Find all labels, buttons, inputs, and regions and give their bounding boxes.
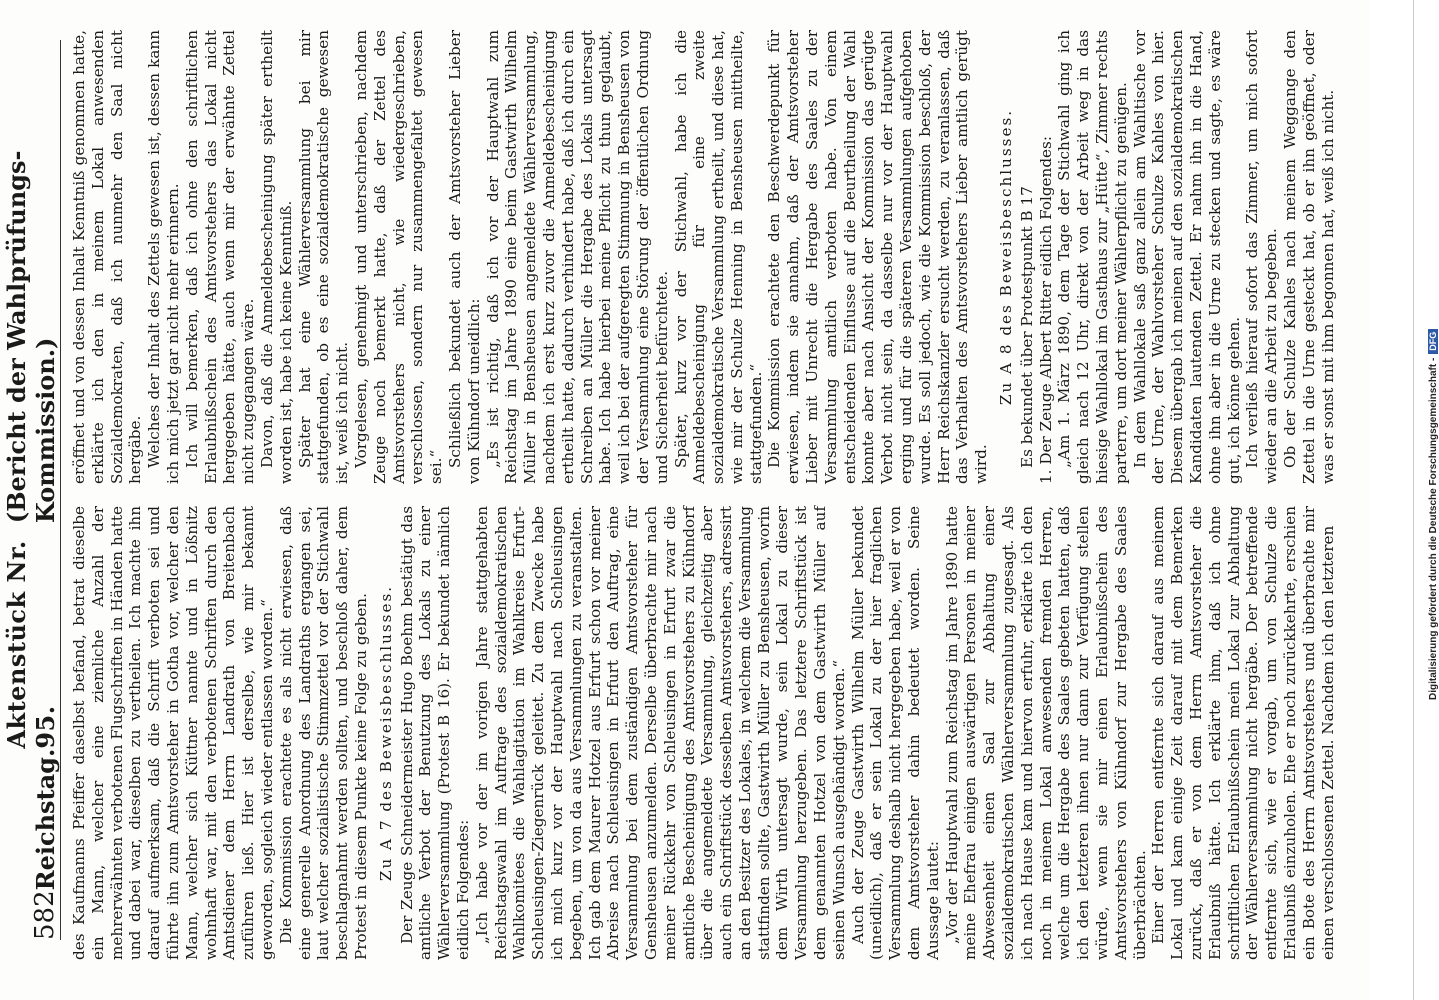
- witness-list: [1037, 30, 1056, 484]
- paragraph: Welches der Inhalt des Zettels gewesen ist, dessen kann ich mich jetzt gar nicht mehr erinnern.: [145, 30, 182, 484]
- paragraph: Es bekundet über Protestpunkt B 17: [1017, 186, 1036, 468]
- paragraph: Später hat eine Wählerversammlung bei mir stattgefunden, ob es eine sozialdemokratische gewesen ist, weiß ich nicht.: [295, 30, 352, 484]
- paragraph: „Es ist richtig, daß ich vor der Hauptwahl zum Reichstag im Jahre 1890 eine beim Gastwirth Wilhelm Müller in Bensheusen angemeldete Wählerversammlung, nachdem ich erst kurz zuvor die Anmeldebescheinigung ertheilt hatte, dadurch verhindert habe, daß ich durch ein Schreiben an Müller die Hergabe des Lokals untersagt habe. Ich habe hierbei meine Pflicht zu thun geglaubt, weil ich bei der aufgeregten Stimmung in Bensheusen von der Versammlung eine Störung der öffentlichen Ordnung und Sicherheit befürchtete.: [483, 30, 671, 484]
- paragraph: Ich will bemerken, daß ich ohne den schriftlichen Erlaubnißschein des Amtsvorstehers das Lokal nicht hergegeben hätte, auch wenn mir der erwähnte Zettel nicht zugegangen wäre.: [182, 30, 258, 484]
- paragraph: eröffnet und von dessen Inhalt Kenntniß genommen hatte, erklärte ich den in meinem Lokal anwesenden Sozialdemokraten, daß ich nunmehr den Saal nicht hergäbe.: [70, 30, 145, 484]
- page-header: [2, 40, 61, 940]
- header-left: Reichstag.: [31, 748, 60, 891]
- header-right: (Bericht der Wahlprüfungs-Kommission.): [2, 150, 60, 524]
- column-left: [70, 506, 1350, 960]
- column-right: [70, 30, 1350, 484]
- paragraph: „Am 1. März 1890, dem Tage der Stichwahl ging ich gleich nach 12 Uhr, direkt von der Arbeit weg in das hiesige Wahllokal im Gasthaus zur „Hütte“, Zimmer rechts parterre, um dort meiner Wählerpflicht zu genügen.: [1055, 30, 1130, 484]
- paragraph: Ob der Schulze Kahles nach meinem Weggange den Zettel in die Urne gesteckt hat, ob er ihn geöffnet, oder was er sonst mit ihm begonnen hat, weiß ich nicht.: [1281, 30, 1337, 484]
- paragraph: Die Kommission erachtete es als nicht erwiesen, daß eine generelle Anordnung des Landraths ergangen sei, laut welcher sozialistische Stimmzettel vor der Stichwahl beschlagnahmt werden sollten, und beschloß daher, dem Protest in diesem Punkte keine Folge zu geben.: [276, 506, 370, 960]
- paragraph: Einer der Herren entfernte sich darauf aus meinem Lokal und kam einige Zeit darauf mit dem Bemerken zurück, daß er von dem Herrn Amtsvorsteher die Erlaubniß hätte. Ich erklärte ihm, daß ich ohne schriftlichen Erlaubnißschein mein Lokal zur Abhaltung der Wählerversammlung nicht hergäbe. Der betreffende entfernte sich, wie er vorgab, um von Schulze die Erlaubniß einzuholen. Ehe er noch zurückkehrte, erschien ein Bote des Herrn Amtsvorstehers und überbrachte mir einen verschlossenen Zettel. Nachdem ich den letzteren: [1149, 506, 1337, 960]
- digitization-sidebar: [1413, 0, 1439, 1000]
- page-number: 582: [30, 890, 60, 940]
- paragraph: Schließlich bekundet auch der Amtsvorsteher Lieber von Kühndorf uneidlich:: [445, 30, 483, 484]
- paragraph: Die Kommission erachtete den Beschwerdepunkt für erwiesen, indem sie annahm, daß der Amtsvorsteher Lieber mit Unrecht die Hergabe des Saales zu der Versammlung amtlich verboten habe. Von einem entscheidenden Einflusse auf die Beurtheilung der Wahl konnte aber nach Ansicht der Kommission das gerügte Verbot nicht sein, da dasselbe nur vor der Hauptwahl erging und für die späteren Versammlungen aufgehoben wurde. Es soll jedoch, wie die Kommission beschloß, der Herr Reichskanzler ersucht werden, zu veranlassen, daß das Verhalten des Amtsvorstehers Lieber amtlich gerügt wird.: [765, 30, 991, 484]
- paragraph: Ich verließ hierauf sofort das Zimmer, um mich sofort wieder an die Arbeit zu begeben.: [1243, 30, 1281, 484]
- paragraph: des Kaufmanns Pfeiffer daselbst befand, betrat dieselbe ein Mann, welcher eine ziemliche Anzahl der mehrerwähnten verbotenen Flugschriften in Händen hatte und dabei war, dieselben zu vertheilen. Ich machte ihn darauf aufmerksam, daß die Schrift verboten sei und führte ihn zum Amtsvorsteher in Gotha vor, welcher den Mann, welcher sich Küttner nannte und in Lößnitz wohnhaft war, mit den verbotenen Schriften durch den Amtsdiener dem Herrn Landrath von Breitenbach zuführen ließ. Hier ist derselbe, wie mir bekannt geworden, sogleich wieder entlassen worden.“: [70, 506, 276, 960]
- section-heading: Zu A 7 des Beweisbeschlusses.: [376, 584, 395, 882]
- section-heading: Zu A 8 des Beweisbeschlusses.: [997, 108, 1016, 406]
- list-item: 1. Der Zeuge Albert Ritter eidlich Folgendes:: [1036, 136, 1055, 484]
- header-center: Aktenstück Nr. 95.: [2, 540, 60, 749]
- paragraph: Vorgelesen, genehmigt und unterschrieben, nachdem Zeuge noch bemerkt hatte, daß der Zettel des Amtsvorstehers nicht, wie wiedergeschrieben, verschlossen, sondern nur zusammengefaltet gewesen sei.“: [351, 30, 446, 484]
- paragraph: Auch der Zeuge Gastwirth Wilhelm Müller bekundet (uneidlich), daß er sein Lokal zu der hier fraglichen Versammlung deshalb nicht hergegeben habe, weil er von dem Amtsvorsteher dahin bedeutet worden. Seine Aussage lautet:: [848, 506, 942, 960]
- text-columns: [70, 30, 1350, 960]
- paragraph: Der Zeuge Schneidermeister Hugo Boehm bestätigt das amtliche Verbot der Benutzung des Lokals zu einer Wählerversammlung (Protest B 16). Er bekundet nämlich eidlich Folgendes:: [397, 506, 472, 960]
- dfg-logo: DFG: [1428, 329, 1438, 354]
- paragraph: „Ich habe vor der im vorigen Jahre stattgehabten Reichstagswahl im Auftrage des sozialdemokratischen Wahlkomitees die Wahlagitation im Wahlkreise Erfurt-Schleusingen-Ziegenrück geleitet. Zu dem Zwecke habe ich mich kurz vor der Hauptwahl nach Schleusingen begeben, um von da aus Versammlungen zu veranstalten. Ich gab dem Maurer Hotzel aus Erfurt schon vor meiner Abreise nach Schleusingen in Erfurt den Auftrag, eine Versammlung bei dem zuständigen Amtsvorsteher für Gensheusen anzumelden. Derselbe überbrachte mir nach meiner Rückkehr von Schleusingen in Erfurt zwar die amtliche Bescheinigung des Amtsvorstehers zu Kühndorf über die angemeldete Versammlung, gleichzeitig aber auch ein Schriftstück desselben Amtsvorstehers, adressirt an den Besitzer des Lokales, in welchem die Versammlung stattfinden sollte, Gastwirth Müller zu Bensheusen, worin dem Wirth untersagt wurde, sein Lokal zu dieser Versammlung herzugeben. Das letztere Schriftstück ist dem genannten Hotzel von dem Gastwirth Müller auf seinen Wunsch ausgehändigt worden.“: [472, 506, 848, 960]
- paragraph: In dem Wahllokale saß ganz allein am Wahltische vor der Urne, der Wahlvorsteher Schulze Kahles von hier. Diesem übergab ich meinen auf den sozialdemokratischen Kandidaten lautenden Zettel. Er nahm ihn in die Hand, ohne ihn aber in die Urne zu stecken und sagte, es wäre gut, ich könne gehen.: [1130, 30, 1243, 484]
- funding-notice: [1428, 329, 1439, 700]
- paragraph: Davon, daß die Anmeldebescheinigung später ertheilt worden ist, habe ich keine Kenntniß.: [257, 30, 295, 484]
- paragraph: „Vor der Hauptwahl zum Reichstag im Jahre 1890 hatte meine Ehefrau einigen auswärtigen Personen in meiner Abwesenheit einen Saal zur Abhaltung einer sozialdemokratischen Wählerversammlung zugesagt. Als ich nach Hause kam und hiervon erfuhr, erklärte ich den noch in meinem Lokal anwesenden fremden Herren, welche um die Hergabe des Saales gebeten hatten, daß ich den letzteren ihnen nur dann zur Verfügung stellen würde, wenn sie mir einen Erlaubnißschein des Amtsvorstehers von Kühndorf zur Hergabe des Saales überbrächten.: [942, 506, 1149, 960]
- funding-text: Digitalisierung gefördert durch die Deutsche Forschungsgemeinschaft -: [1428, 357, 1439, 700]
- paragraph: Später, kurz vor der Stichwahl, habe ich die Anmeldebescheinigung für eine zweite sozialdemokratische Versammlung ertheilt, und diese hat, wie mir der Schulze Henning in Bensheusen mittheilte, stattgefunden.“: [671, 30, 765, 484]
